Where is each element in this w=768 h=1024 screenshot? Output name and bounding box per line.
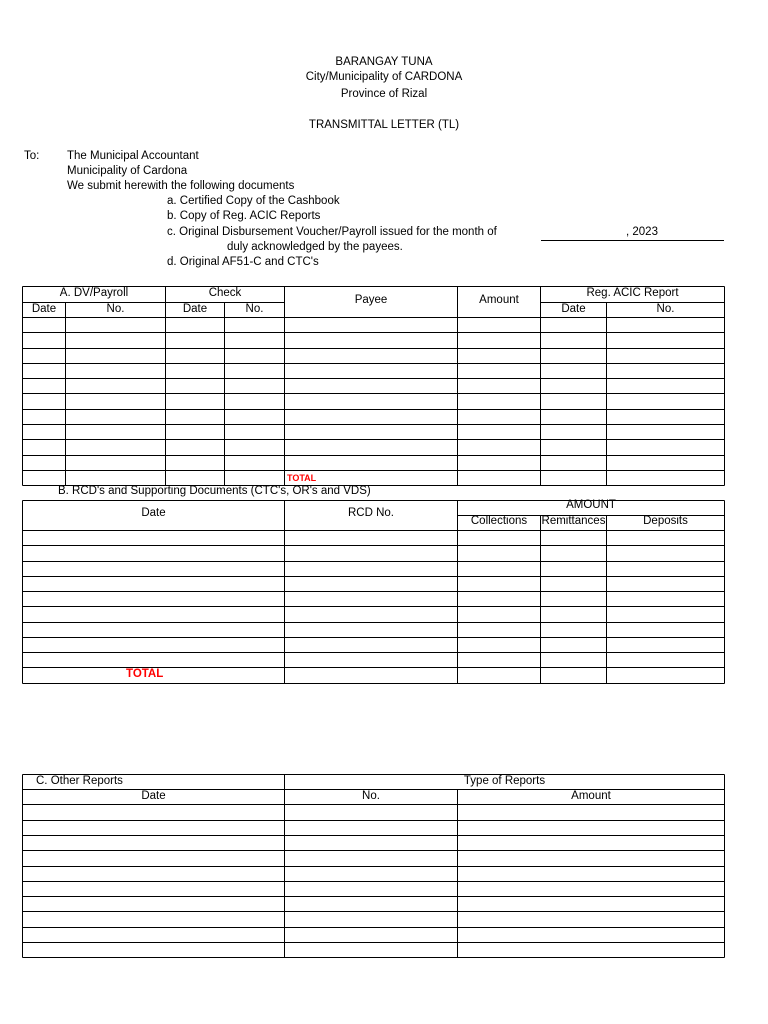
- header-acic-report: Reg. ACIC Report: [586, 287, 679, 299]
- header-check: Check: [208, 287, 242, 299]
- month-year: , 2023: [626, 226, 658, 238]
- document-item-b: b. Copy of Reg. ACIC Reports: [167, 210, 321, 222]
- header-rcd-no: RCD No.: [347, 507, 394, 519]
- header-dv-no: No.: [106, 303, 125, 315]
- document-item-c-continuation: duly acknowledged by the payees.: [227, 241, 403, 253]
- header-b-date: Date: [141, 507, 166, 519]
- province-name: Province of Rizal: [340, 88, 428, 100]
- header-c-date: Date: [141, 790, 166, 802]
- header-check-date: Date: [182, 303, 208, 315]
- city-name: City/Municipality of CARDONA: [305, 71, 463, 83]
- addressee: The Municipal Accountant: [67, 150, 199, 162]
- intro-text: We submit herewith the following documents: [67, 180, 295, 192]
- header-c-amount: Amount: [571, 790, 611, 802]
- section-c-title: C. Other Reports: [36, 775, 123, 787]
- header-amount: Amount: [479, 294, 519, 306]
- header-remittances: Remittances: [541, 515, 606, 527]
- header-dv-date: Date: [31, 303, 57, 315]
- header-check-no: No.: [245, 303, 264, 315]
- header-collections: Collections: [470, 515, 528, 527]
- document-title: TRANSMITTAL LETTER (TL): [308, 119, 460, 131]
- header-payee: Payee: [354, 294, 388, 306]
- header-c-no: No.: [362, 790, 380, 802]
- header-b-amount: AMOUNT: [566, 499, 616, 511]
- header-deposits: Deposits: [643, 515, 688, 527]
- barangay-name: BARANGAY TUNA: [335, 56, 433, 68]
- addressee-municipality: Municipality of Cardona: [67, 165, 188, 177]
- section-b-total-label: TOTAL: [126, 668, 164, 680]
- document-item-d: d. Original AF51-C and CTC's: [167, 256, 319, 268]
- header-acic-date: Date: [561, 303, 586, 315]
- document-item-a: a. Certified Copy of the Cashbook: [167, 195, 340, 207]
- section-a-total-label: TOTAL: [287, 473, 317, 483]
- section-b-title: B. RCD's and Supporting Documents (CTC's, OR's and VDS): [58, 485, 371, 497]
- header-dv-payroll: A. DV/Payroll: [59, 287, 129, 299]
- header-type-of-reports: Type of Reports: [463, 775, 546, 787]
- header-acic-no: No.: [656, 303, 675, 315]
- to-label: To:: [24, 150, 40, 162]
- document-item-c: c. Original Disbursement Voucher/Payroll issued for the month of: [167, 226, 497, 238]
